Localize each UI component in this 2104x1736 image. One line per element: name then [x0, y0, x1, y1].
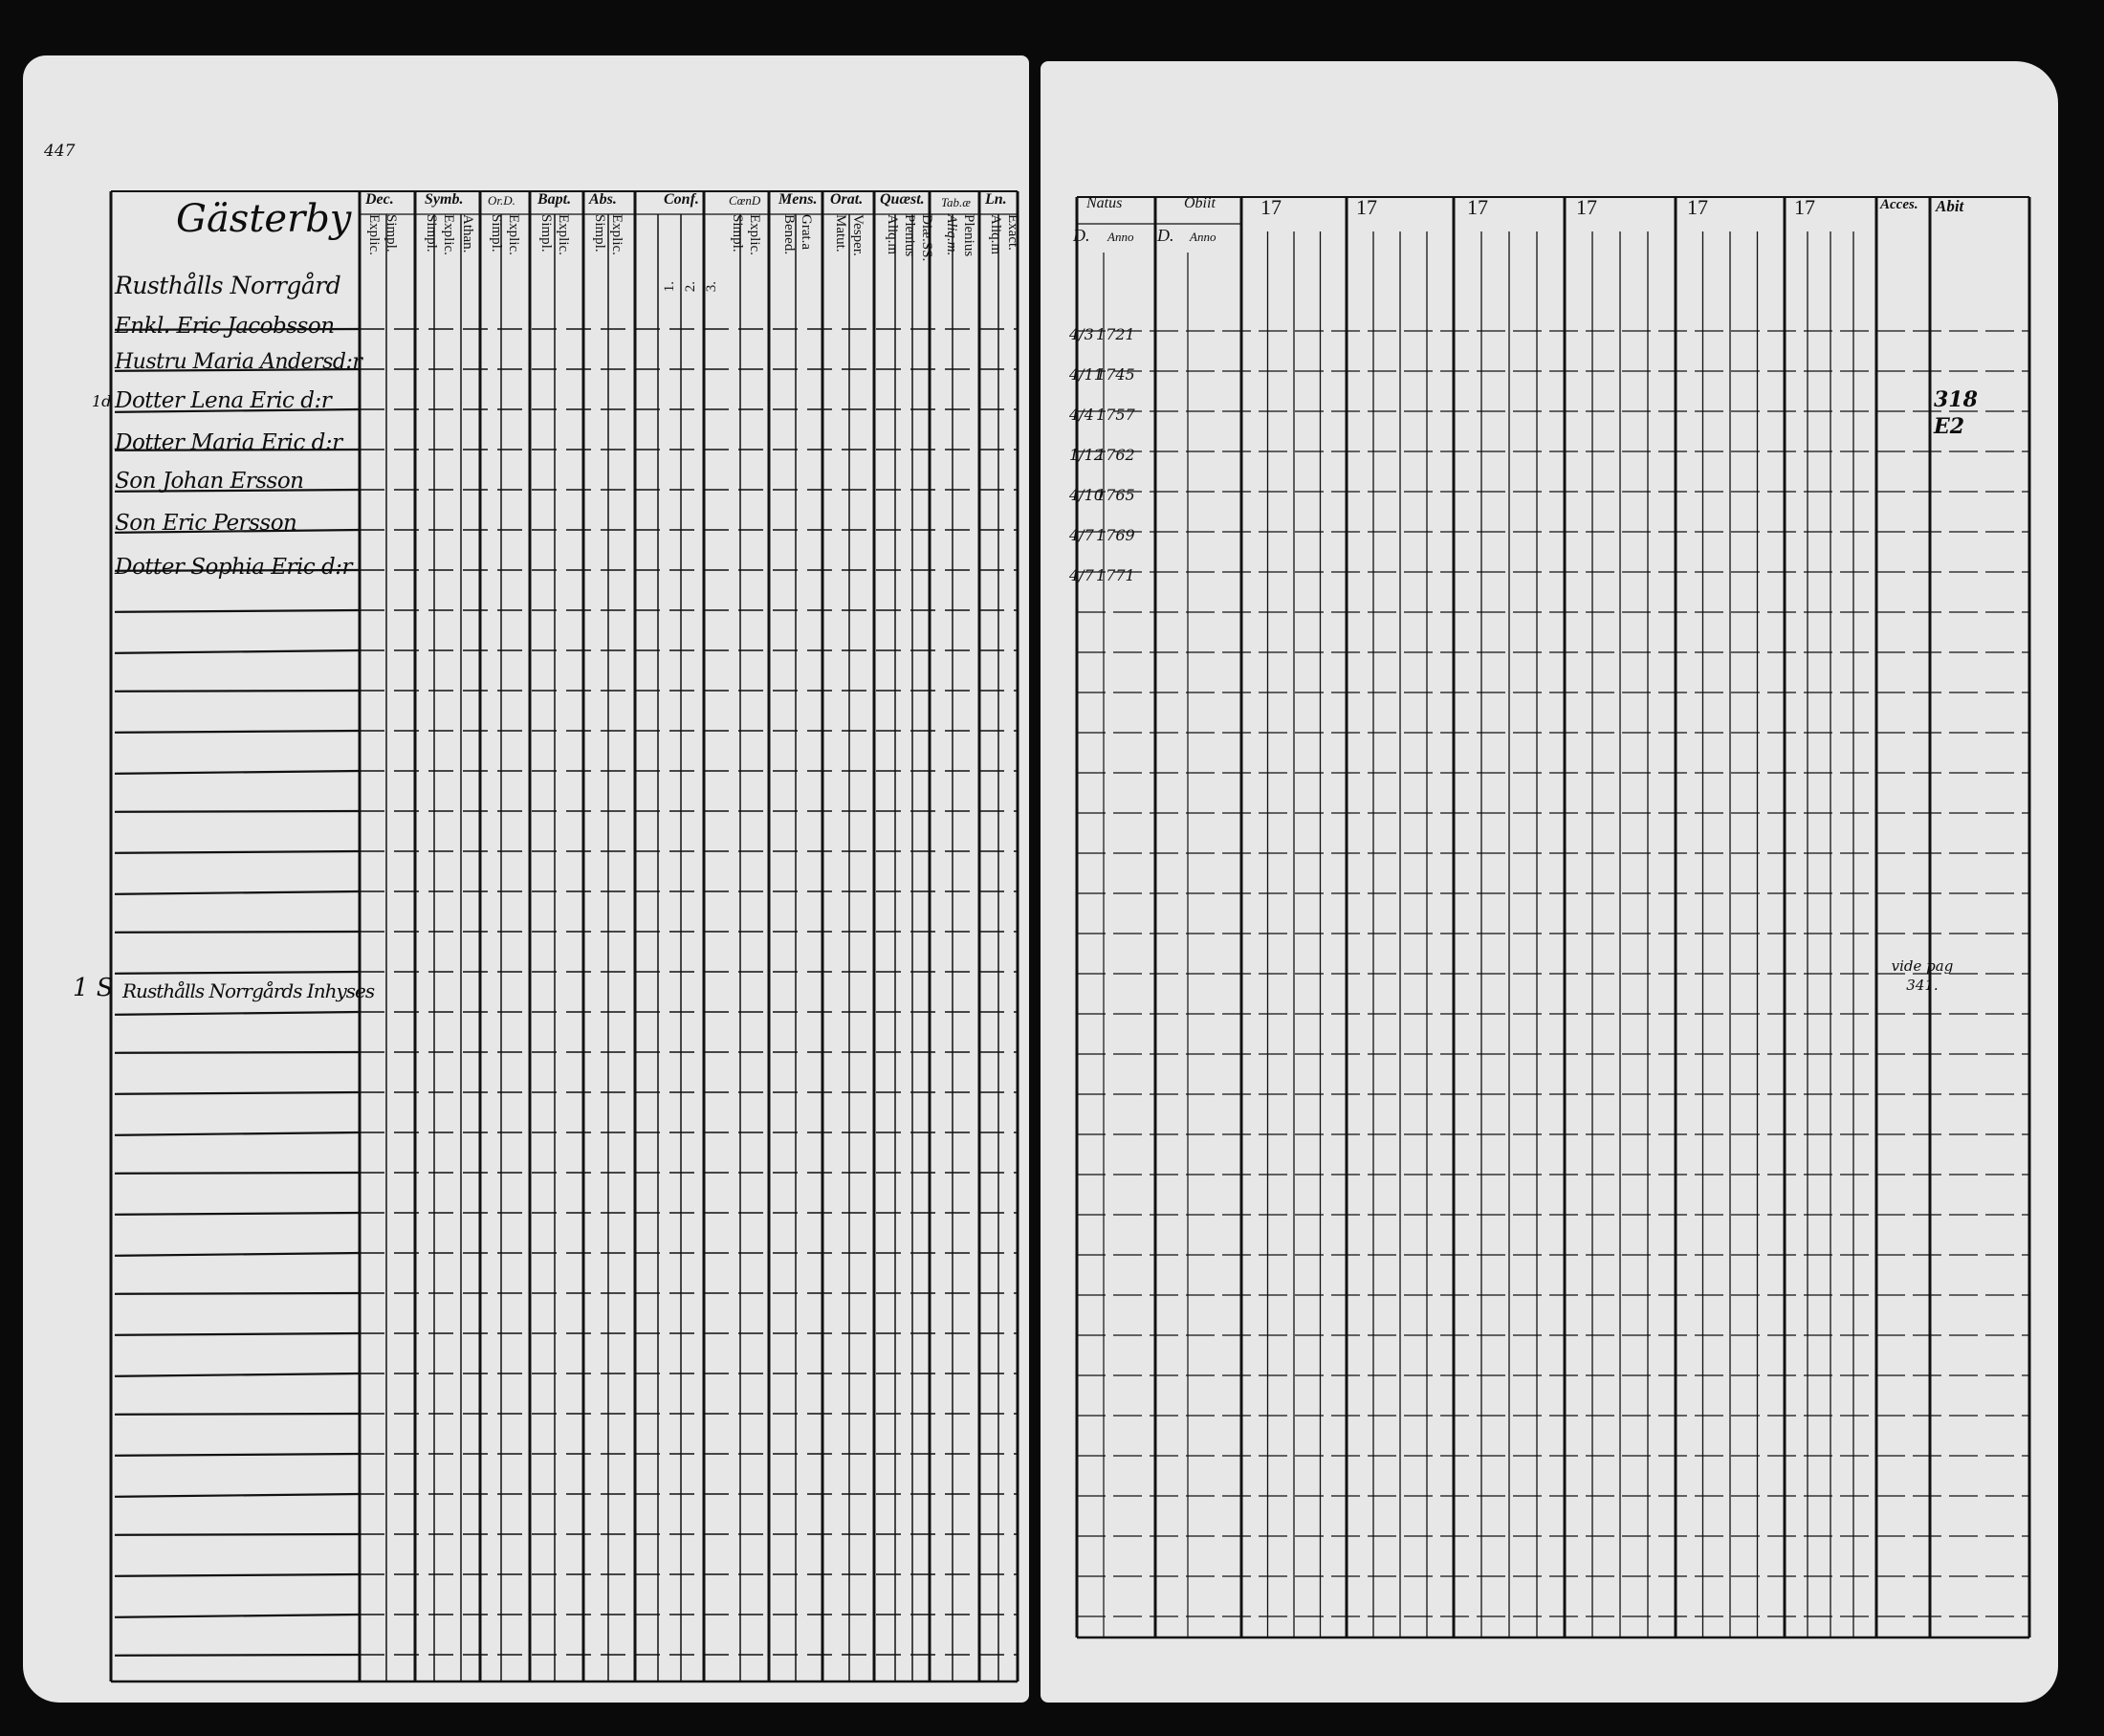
natus-anno-label: Anno: [1107, 230, 1134, 244]
sub-header: Aliq.m: [988, 214, 1003, 255]
birth-day: 4/3: [1069, 325, 1094, 343]
entry-row: Rusthålls Norrgård: [115, 272, 341, 299]
ruling-line: [115, 1253, 360, 1256]
header-bapt: Bapt.: [537, 191, 572, 208]
sub-header: Explic.: [366, 214, 382, 255]
ruling-line: [115, 1615, 360, 1617]
sub-header: Aliq.m: [885, 214, 900, 255]
entry-row: Hustru Maria Andersd:r: [115, 350, 362, 374]
ruling-line: [115, 650, 360, 653]
accessit-note: vide pag 341.: [1891, 957, 1954, 994]
ruling-line: [115, 1534, 360, 1535]
year-header: 17: [1576, 195, 1597, 219]
ruling-line: [115, 1333, 360, 1335]
header-orat: Orat.: [830, 191, 864, 208]
sub-header: Exact.: [1005, 214, 1020, 251]
natus-label: Natus: [1086, 195, 1123, 211]
place-name: Gästerby: [176, 197, 352, 241]
ruling-line: [115, 1052, 360, 1053]
ruling-line: [115, 1132, 360, 1135]
abiit-label: Abit: [1936, 197, 1964, 215]
sub-header: Explic.: [441, 214, 456, 255]
birth-day: 4/10: [1069, 486, 1104, 504]
sub-header: Grat.a: [799, 214, 814, 251]
header-abs: Abs.: [589, 191, 617, 208]
birth-year: 1757: [1096, 406, 1135, 424]
ruling-line: [115, 1173, 360, 1174]
ruling-line: [115, 731, 360, 733]
birth-year: 1721: [1096, 325, 1135, 343]
ruling-line: [115, 1574, 360, 1576]
birth-year: 1769: [1096, 526, 1135, 544]
ruling-line: [115, 932, 360, 933]
obiit-label: Obiit: [1184, 195, 1216, 211]
ruling-line: [115, 1373, 360, 1376]
sub-header: Aliq.m.: [944, 214, 959, 256]
birth-day: 4/4: [1069, 406, 1094, 424]
ruling-line: [115, 691, 360, 692]
ruling-line: [115, 811, 360, 812]
header-tab: Tab.æ: [941, 195, 971, 209]
sub-header: Matut.: [833, 214, 848, 253]
sub-header: Plenius: [902, 214, 917, 257]
sub-header: Simpl.: [730, 214, 745, 253]
birth-year: 1745: [1096, 365, 1135, 384]
header-quaest: Quæst.: [880, 191, 925, 208]
birth-year: 1765: [1096, 486, 1135, 504]
sub-header: 1.: [662, 281, 677, 293]
ruling-line: [115, 1293, 360, 1294]
sub-header: Plenius: [961, 214, 976, 257]
sub-header: Simpl.: [384, 214, 399, 253]
year-header: 17: [1687, 195, 1708, 219]
sub-header: Simpl.: [538, 214, 554, 253]
sub-header: Explic.: [506, 214, 521, 255]
sub-header: Simpl.: [489, 214, 504, 253]
entry-row: Son Johan Ersson: [115, 469, 304, 494]
header-mens: Mens.: [778, 191, 818, 208]
sub-header: Explic.: [747, 214, 762, 255]
entry-row: Enkl. Eric Jacobsson: [115, 314, 335, 339]
sub-header: 3.: [704, 281, 719, 293]
year-header: 17: [1356, 195, 1377, 219]
right-page: [1041, 61, 2058, 1703]
birth-day: 4/11: [1069, 365, 1104, 384]
birth-day: 4/7: [1069, 526, 1094, 544]
sub-header: Athan.: [460, 214, 475, 253]
header-conf: Conf.: [664, 191, 699, 208]
sub-header: Vesper.: [850, 214, 866, 256]
page-number: 447: [44, 142, 76, 161]
abiit-note: 318 E2: [1934, 387, 1978, 439]
obiit-anno-label: Anno: [1190, 230, 1216, 244]
entry-row: Dotter Sophia Eric d:r: [115, 555, 353, 580]
lower-entry-prefix: 1 S: [73, 974, 114, 1002]
right-page-grid: [1041, 61, 2058, 1703]
ruling-line: [115, 851, 360, 853]
header-symb: Symb.: [425, 191, 464, 208]
ruling-line: [115, 1454, 360, 1456]
ruling-line: [115, 891, 360, 894]
header-coend: CœnD: [729, 193, 761, 208]
margin-mark: 1d: [92, 392, 112, 410]
natus-day-label: D.: [1073, 226, 1090, 245]
birth-day: 1/12: [1069, 446, 1104, 464]
sub-header: Explic.: [609, 214, 625, 255]
ruling-line: [115, 1414, 360, 1415]
ruling-line: [115, 1092, 360, 1094]
sub-header: Diæ.SS.: [919, 214, 934, 262]
ruling-line: [115, 1012, 360, 1015]
entry-row: Dotter Maria Eric d:r: [115, 430, 342, 455]
accessit-label: Acces.: [1880, 197, 1918, 212]
lower-entry: Rusthålls Norrgårds Inhyses: [122, 979, 375, 1002]
obiit-day-label: D.: [1157, 226, 1174, 245]
ruling-line: [115, 1655, 360, 1656]
sub-header: Simpl.: [424, 214, 439, 253]
entry-row: Dotter Lena Eric d:r: [115, 388, 332, 413]
left-page: [23, 55, 1029, 1703]
header-ln: Ln.: [985, 191, 1007, 208]
birth-day: 4/7: [1069, 566, 1094, 584]
birth-year: 1771: [1096, 566, 1135, 584]
year-header: 17: [1467, 195, 1488, 219]
header-dec: Dec.: [365, 191, 394, 208]
sub-header: Bened.: [781, 214, 797, 255]
ruling-line: [115, 972, 360, 974]
year-header: 17: [1794, 195, 1815, 219]
sub-header: 2.: [683, 281, 698, 293]
ruling-line: [115, 610, 360, 612]
ruling-line: [115, 771, 360, 774]
year-header: 17: [1260, 195, 1282, 219]
left-page-grid: [23, 55, 1029, 1703]
ruling-line: [115, 1494, 360, 1497]
sub-header: Simpl.: [592, 214, 607, 253]
sub-header: Explic.: [556, 214, 571, 255]
birth-year: 1762: [1096, 446, 1135, 464]
ruling-line: [115, 1213, 360, 1215]
header-ord: Or.D.: [488, 193, 515, 208]
entry-row: Son Eric Persson: [115, 511, 297, 536]
